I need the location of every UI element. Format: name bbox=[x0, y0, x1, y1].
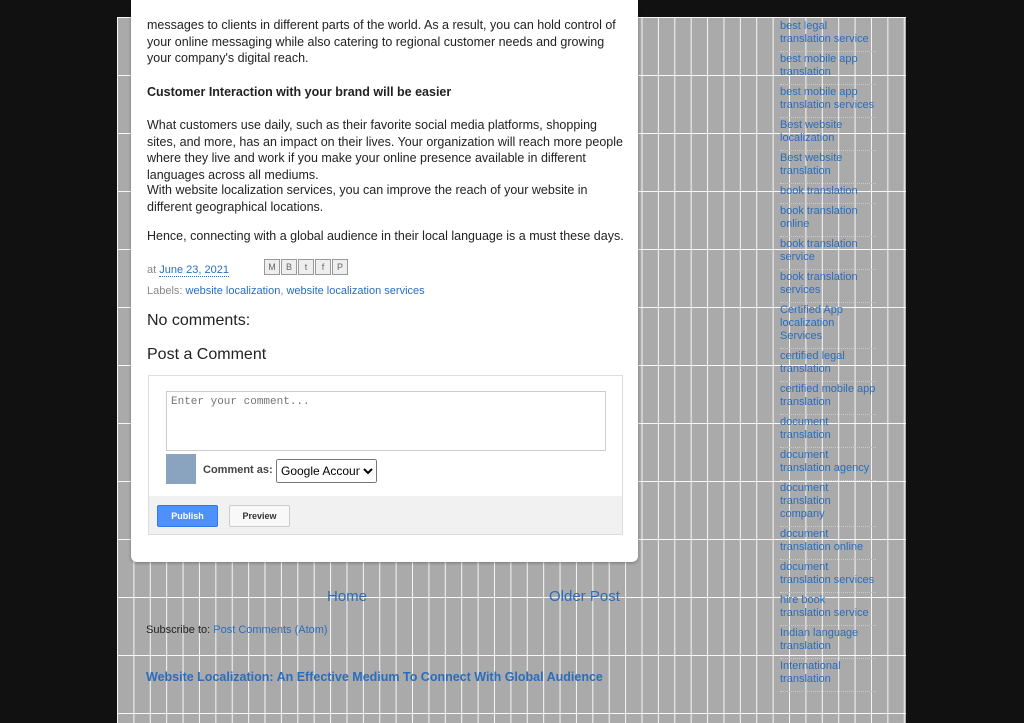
sidebar-label-link[interactable]: Best website translation bbox=[780, 151, 876, 184]
twitter-icon[interactable]: t bbox=[298, 259, 314, 275]
share-buttons bbox=[264, 259, 349, 275]
comment-actions bbox=[149, 496, 622, 534]
comment-form bbox=[148, 375, 623, 535]
no-comments-heading: No comments: bbox=[147, 312, 251, 329]
sidebar-label-link[interactable]: Indian language translation bbox=[780, 626, 876, 659]
sidebar-label-link[interactable]: certified mobile app translation bbox=[780, 382, 876, 415]
post-date-link[interactable]: June 23, 2021 bbox=[159, 264, 229, 276]
sidebar-label-link[interactable]: hire book translation service bbox=[780, 593, 876, 626]
sidebar-label-link[interactable]: document translation services bbox=[780, 560, 876, 593]
article-heading: Customer Interaction with your brand will be easier bbox=[147, 85, 452, 99]
blogger-icon[interactable]: B bbox=[281, 259, 297, 275]
pinterest-icon[interactable]: P bbox=[332, 259, 348, 275]
article-paragraph-3: With website localization services, you can improve the reach of your website in different geographical locations. bbox=[147, 183, 588, 214]
sidebar-label-link[interactable]: document translation company bbox=[780, 481, 876, 527]
comment-as-label: Comment as: bbox=[203, 464, 273, 476]
sidebar-label-link[interactable]: document translation online bbox=[780, 527, 876, 560]
preview-button[interactable]: Preview bbox=[229, 505, 290, 527]
avatar bbox=[166, 454, 196, 484]
publish-button[interactable]: Publish bbox=[157, 505, 218, 527]
post-a-comment-heading: Post a Comment bbox=[147, 346, 267, 363]
subscribe-prefix: Subscribe to: bbox=[146, 624, 211, 636]
article-paragraph-1: messages to clients in different parts of the world. As a result, you can hold control of your online messaging while also catering to regional customer needs and growing your company's digital reach. bbox=[147, 18, 616, 65]
home-link[interactable]: Home bbox=[327, 588, 368, 605]
labels-line bbox=[147, 283, 627, 300]
sidebar-label-link[interactable]: document translation bbox=[780, 415, 876, 448]
comment-input[interactable] bbox=[166, 391, 606, 451]
sidebar-label-link[interactable]: book translation bbox=[780, 184, 876, 204]
sidebar-label-link[interactable]: Certified App localization Services bbox=[780, 303, 876, 349]
article-paragraph-2: What customers use daily, such as their favorite social media platforms, shopping sites, and more, has an impact on their lives. Your organization will reach more people where they live and work if you make your online presence available in different languages across all mediums. bbox=[147, 118, 623, 182]
sidebar-label-link[interactable]: best mobile app translation bbox=[780, 52, 876, 85]
sidebar-label-link[interactable]: best legal translation service bbox=[780, 19, 876, 52]
article-paragraph-4: Hence, connecting with a global audience in their local language is a must these days. bbox=[147, 229, 624, 243]
email-icon[interactable]: M bbox=[264, 259, 280, 275]
post-comments-atom-link[interactable]: Post Comments (Atom) bbox=[213, 624, 328, 636]
sidebar-label-link[interactable]: best mobile app translation services bbox=[780, 85, 876, 118]
left-margin bbox=[17, 17, 117, 723]
sidebar-label-link[interactable]: document translation agency bbox=[780, 448, 876, 481]
right-margin bbox=[906, 17, 1006, 723]
sidebar-label-link[interactable]: certified legal translation bbox=[780, 349, 876, 382]
older-post-link[interactable]: Older Post bbox=[549, 588, 620, 605]
facebook-icon[interactable]: f bbox=[315, 259, 331, 275]
labels-prefix: Labels: bbox=[147, 285, 183, 297]
account-select[interactable] bbox=[276, 459, 377, 483]
sidebar-labels bbox=[780, 19, 876, 692]
subscribe-line bbox=[146, 624, 328, 636]
sidebar-label-link[interactable]: book translation online bbox=[780, 204, 876, 237]
sidebar-label-link[interactable]: book translation services bbox=[780, 270, 876, 303]
label-separator: , bbox=[280, 285, 284, 297]
sidebar-label-link[interactable]: International translation bbox=[780, 659, 876, 692]
label-link-website-localization-services[interactable]: website localization services bbox=[286, 285, 425, 297]
post-date-line bbox=[147, 262, 627, 279]
related-post-title[interactable]: Website Localization: An Effective Medium To Connect With Global Audience bbox=[146, 670, 603, 684]
sidebar-label-link[interactable]: Best website localization bbox=[780, 118, 876, 151]
sidebar-label-link[interactable]: book translation service bbox=[780, 237, 876, 270]
label-link-website-localization[interactable]: website localization bbox=[185, 285, 281, 297]
at-label: at bbox=[147, 264, 157, 276]
